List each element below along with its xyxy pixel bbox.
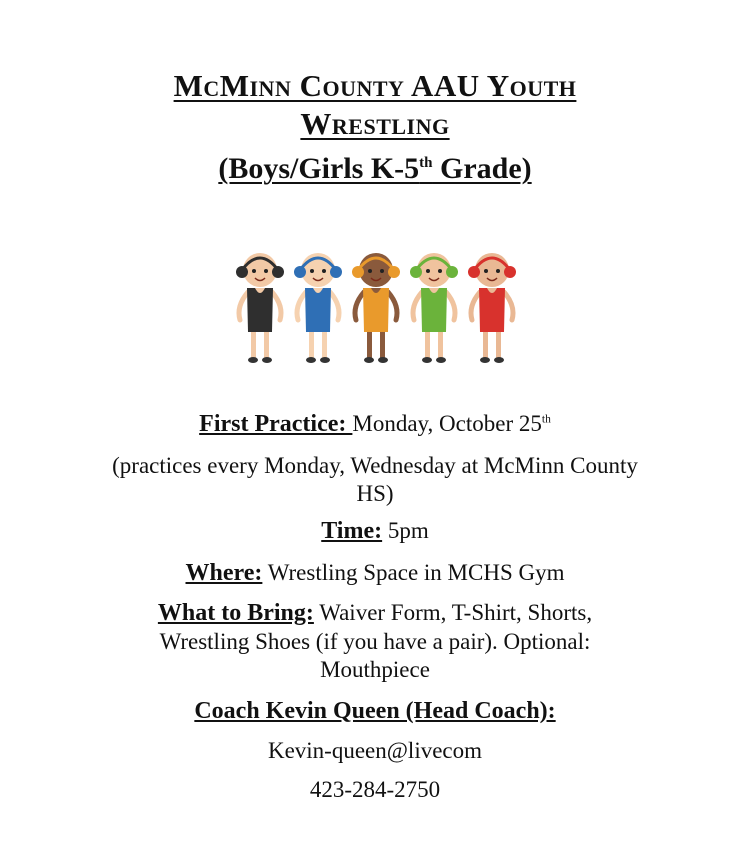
title-line-2: Wrestling — [300, 106, 450, 141]
first-practice-line — [0, 410, 750, 438]
practices-note-line-2: HS) — [356, 481, 394, 506]
grade-sup: th — [419, 155, 433, 171]
wrestler-figure — [236, 253, 284, 363]
first-practice-value: Monday, October 25 — [352, 411, 542, 436]
kids-wrestlers-illustration — [232, 240, 522, 370]
grade-prefix: (Boys/Girls K-5 — [218, 152, 420, 185]
practices-note-line-1: (practices every Monday, Wednesday at McMinn County — [112, 453, 638, 478]
where-label: Where: — [185, 560, 263, 586]
bring-value: Waiver Form, T-Shirt, Shorts, — [313, 600, 593, 625]
where-line — [0, 559, 750, 587]
time-line — [0, 517, 750, 545]
grade-suffix: Grade) — [432, 152, 532, 185]
title-line-1: McMinn County AAU Youth — [173, 68, 577, 103]
coach-email[interactable]: Kevin-queen@livecom — [267, 738, 483, 763]
time-value: 5pm — [382, 518, 429, 543]
wrestler-figure — [410, 253, 458, 363]
first-practice-sup: th — [541, 413, 551, 426]
coach-heading — [0, 697, 750, 725]
bring-label: What to Bring: — [157, 600, 314, 626]
bring-line-2: Wrestling Shoes (if you have a pair). Optional: — [159, 629, 591, 654]
grade-subtitle — [0, 151, 750, 187]
bring-line-3: Mouthpiece — [320, 657, 430, 682]
coach-phone[interactable]: 423-284-2750 — [309, 777, 441, 802]
where-value: Wrestling Space in MCHS Gym — [262, 560, 565, 585]
coach-heading-text: Coach Kevin Queen (Head Coach): — [194, 698, 556, 724]
first-practice-label: First Practice: — [199, 411, 353, 437]
bring-line-1 — [0, 599, 750, 627]
time-label: Time: — [321, 518, 383, 544]
wrestler-figure — [468, 253, 516, 363]
wrestler-figure — [294, 253, 342, 363]
wrestler-figure — [352, 253, 400, 363]
